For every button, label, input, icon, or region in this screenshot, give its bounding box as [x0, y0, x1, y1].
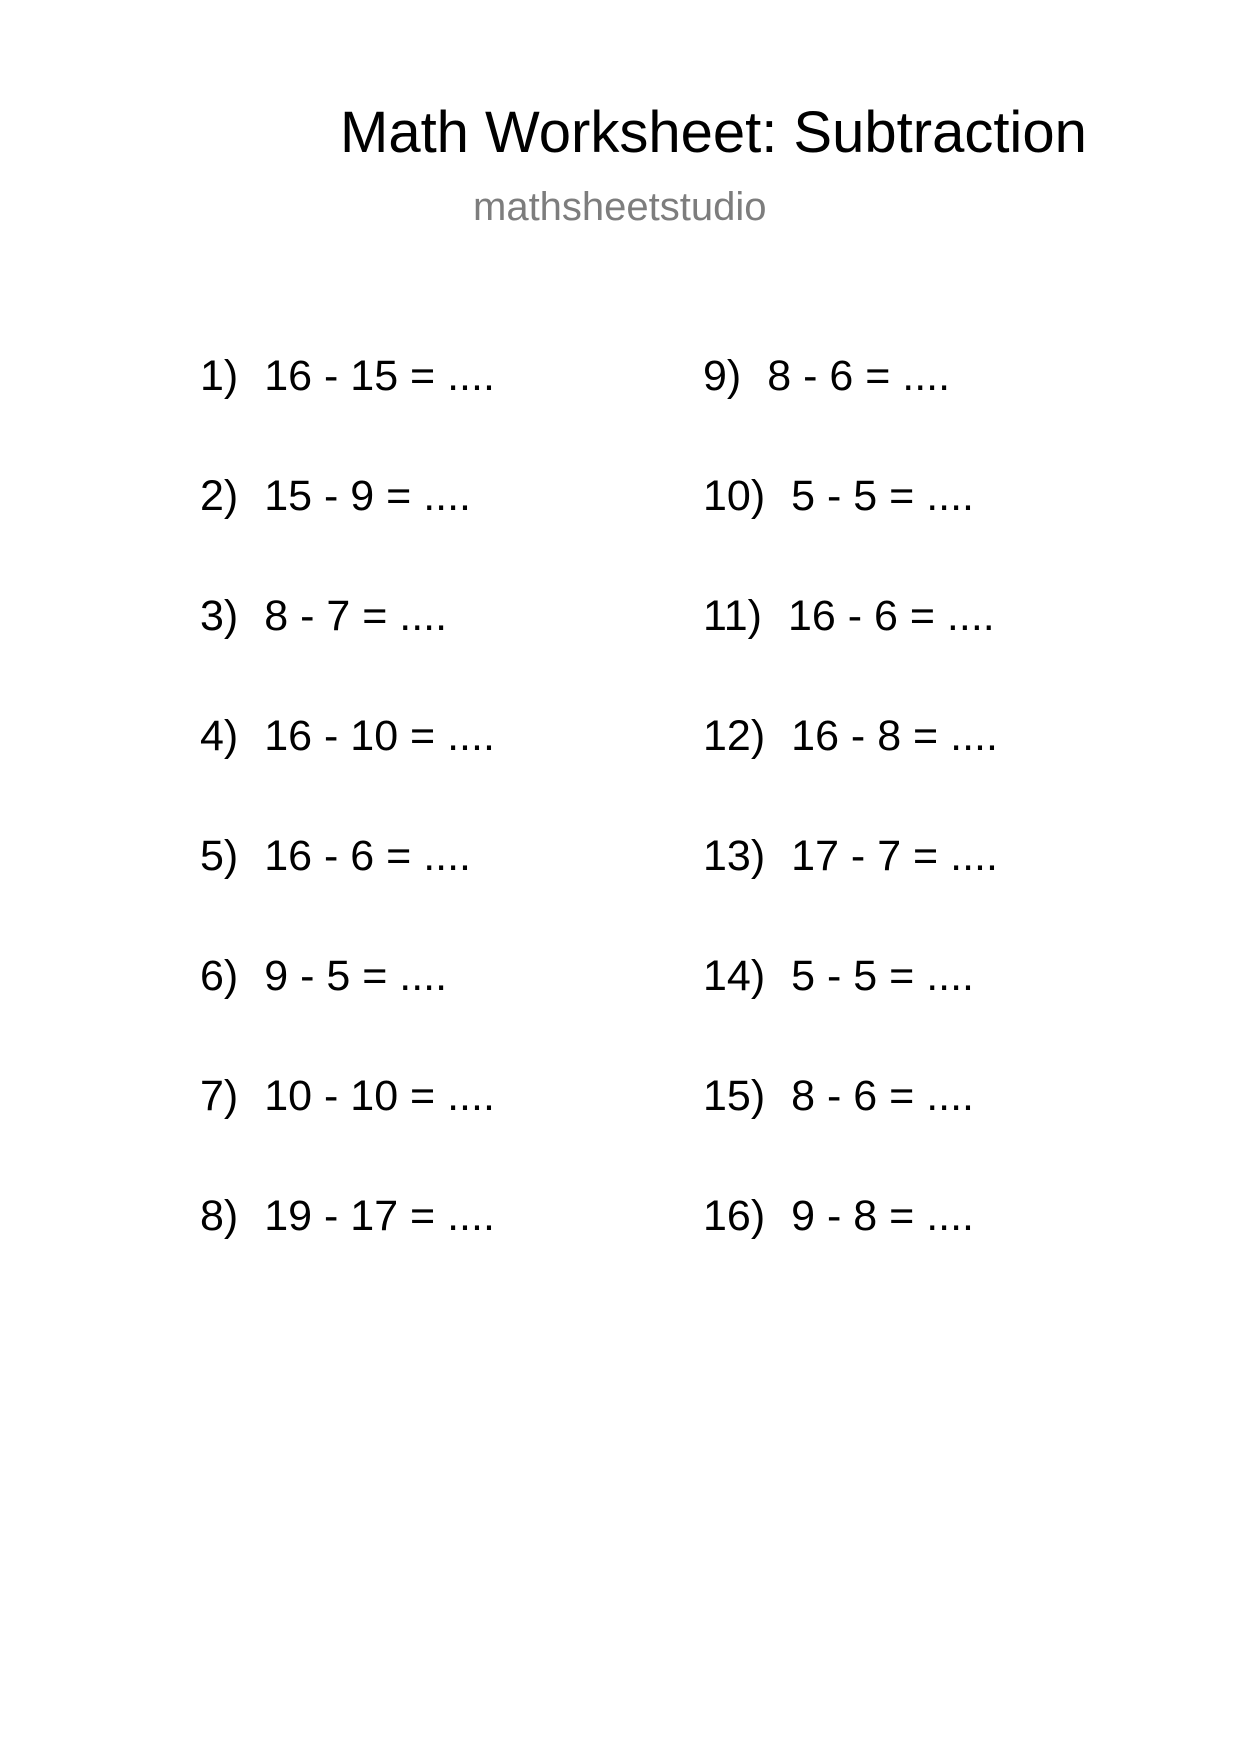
problem-number: 3) — [200, 592, 239, 640]
problem-item — [200, 948, 650, 1068]
problem-expression: 8 - 6 = .... — [767, 352, 951, 400]
problem-expression: 9 - 8 = .... — [791, 1192, 974, 1240]
problem-expression: 5 - 5 = .... — [791, 472, 974, 520]
problem-expression: 16 - 10 = .... — [264, 712, 495, 760]
problem-item — [703, 348, 1153, 468]
problem-number: 9) — [703, 352, 742, 400]
problem-number: 10) — [703, 472, 766, 520]
problem-item — [703, 948, 1153, 1068]
problem-number: 12) — [703, 712, 766, 760]
problem-item — [703, 588, 1153, 708]
problem-number: 4) — [200, 712, 239, 760]
problem-item — [200, 348, 650, 468]
problem-expression: 16 - 6 = .... — [264, 832, 471, 880]
problem-item — [200, 828, 650, 948]
problem-expression: 17 - 7 = .... — [791, 832, 998, 880]
problem-number: 14) — [703, 952, 766, 1000]
problem-number: 6) — [200, 952, 239, 1000]
problem-number: 16) — [703, 1192, 766, 1240]
page-title: Math Worksheet: Subtraction — [340, 100, 1087, 165]
problem-expression: 16 - 8 = .... — [791, 712, 998, 760]
problem-expression: 19 - 17 = .... — [264, 1192, 495, 1240]
page-subtitle: mathsheetstudio — [473, 185, 767, 229]
problem-item — [703, 1188, 1153, 1308]
problem-item — [200, 468, 650, 588]
problems-column-left — [200, 348, 650, 1308]
problem-item — [200, 708, 650, 828]
problem-item — [703, 708, 1153, 828]
problem-expression: 9 - 5 = .... — [264, 952, 448, 1000]
problem-number: 2) — [200, 472, 239, 520]
problem-number: 8) — [200, 1192, 239, 1240]
problem-item — [200, 588, 650, 708]
problem-item — [200, 1068, 650, 1188]
problem-number: 1) — [200, 352, 239, 400]
problem-item — [703, 468, 1153, 588]
problems-column-right — [703, 348, 1153, 1308]
problem-expression: 15 - 9 = .... — [264, 472, 471, 520]
problem-item — [703, 1068, 1153, 1188]
problem-expression: 10 - 10 = .... — [264, 1072, 495, 1120]
problem-expression: 5 - 5 = .... — [791, 952, 974, 1000]
problem-number: 7) — [200, 1072, 239, 1120]
problem-number: 15) — [703, 1072, 766, 1120]
problem-number: 13) — [703, 832, 766, 880]
problem-item — [703, 828, 1153, 948]
problem-expression: 16 - 6 = .... — [787, 592, 995, 640]
problem-expression: 8 - 6 = .... — [791, 1072, 974, 1120]
problem-number: 11) — [703, 592, 762, 640]
problem-number: 5) — [200, 832, 239, 880]
problem-expression: 8 - 7 = .... — [264, 592, 448, 640]
problem-item — [200, 1188, 650, 1308]
problem-expression: 16 - 15 = .... — [264, 352, 495, 400]
